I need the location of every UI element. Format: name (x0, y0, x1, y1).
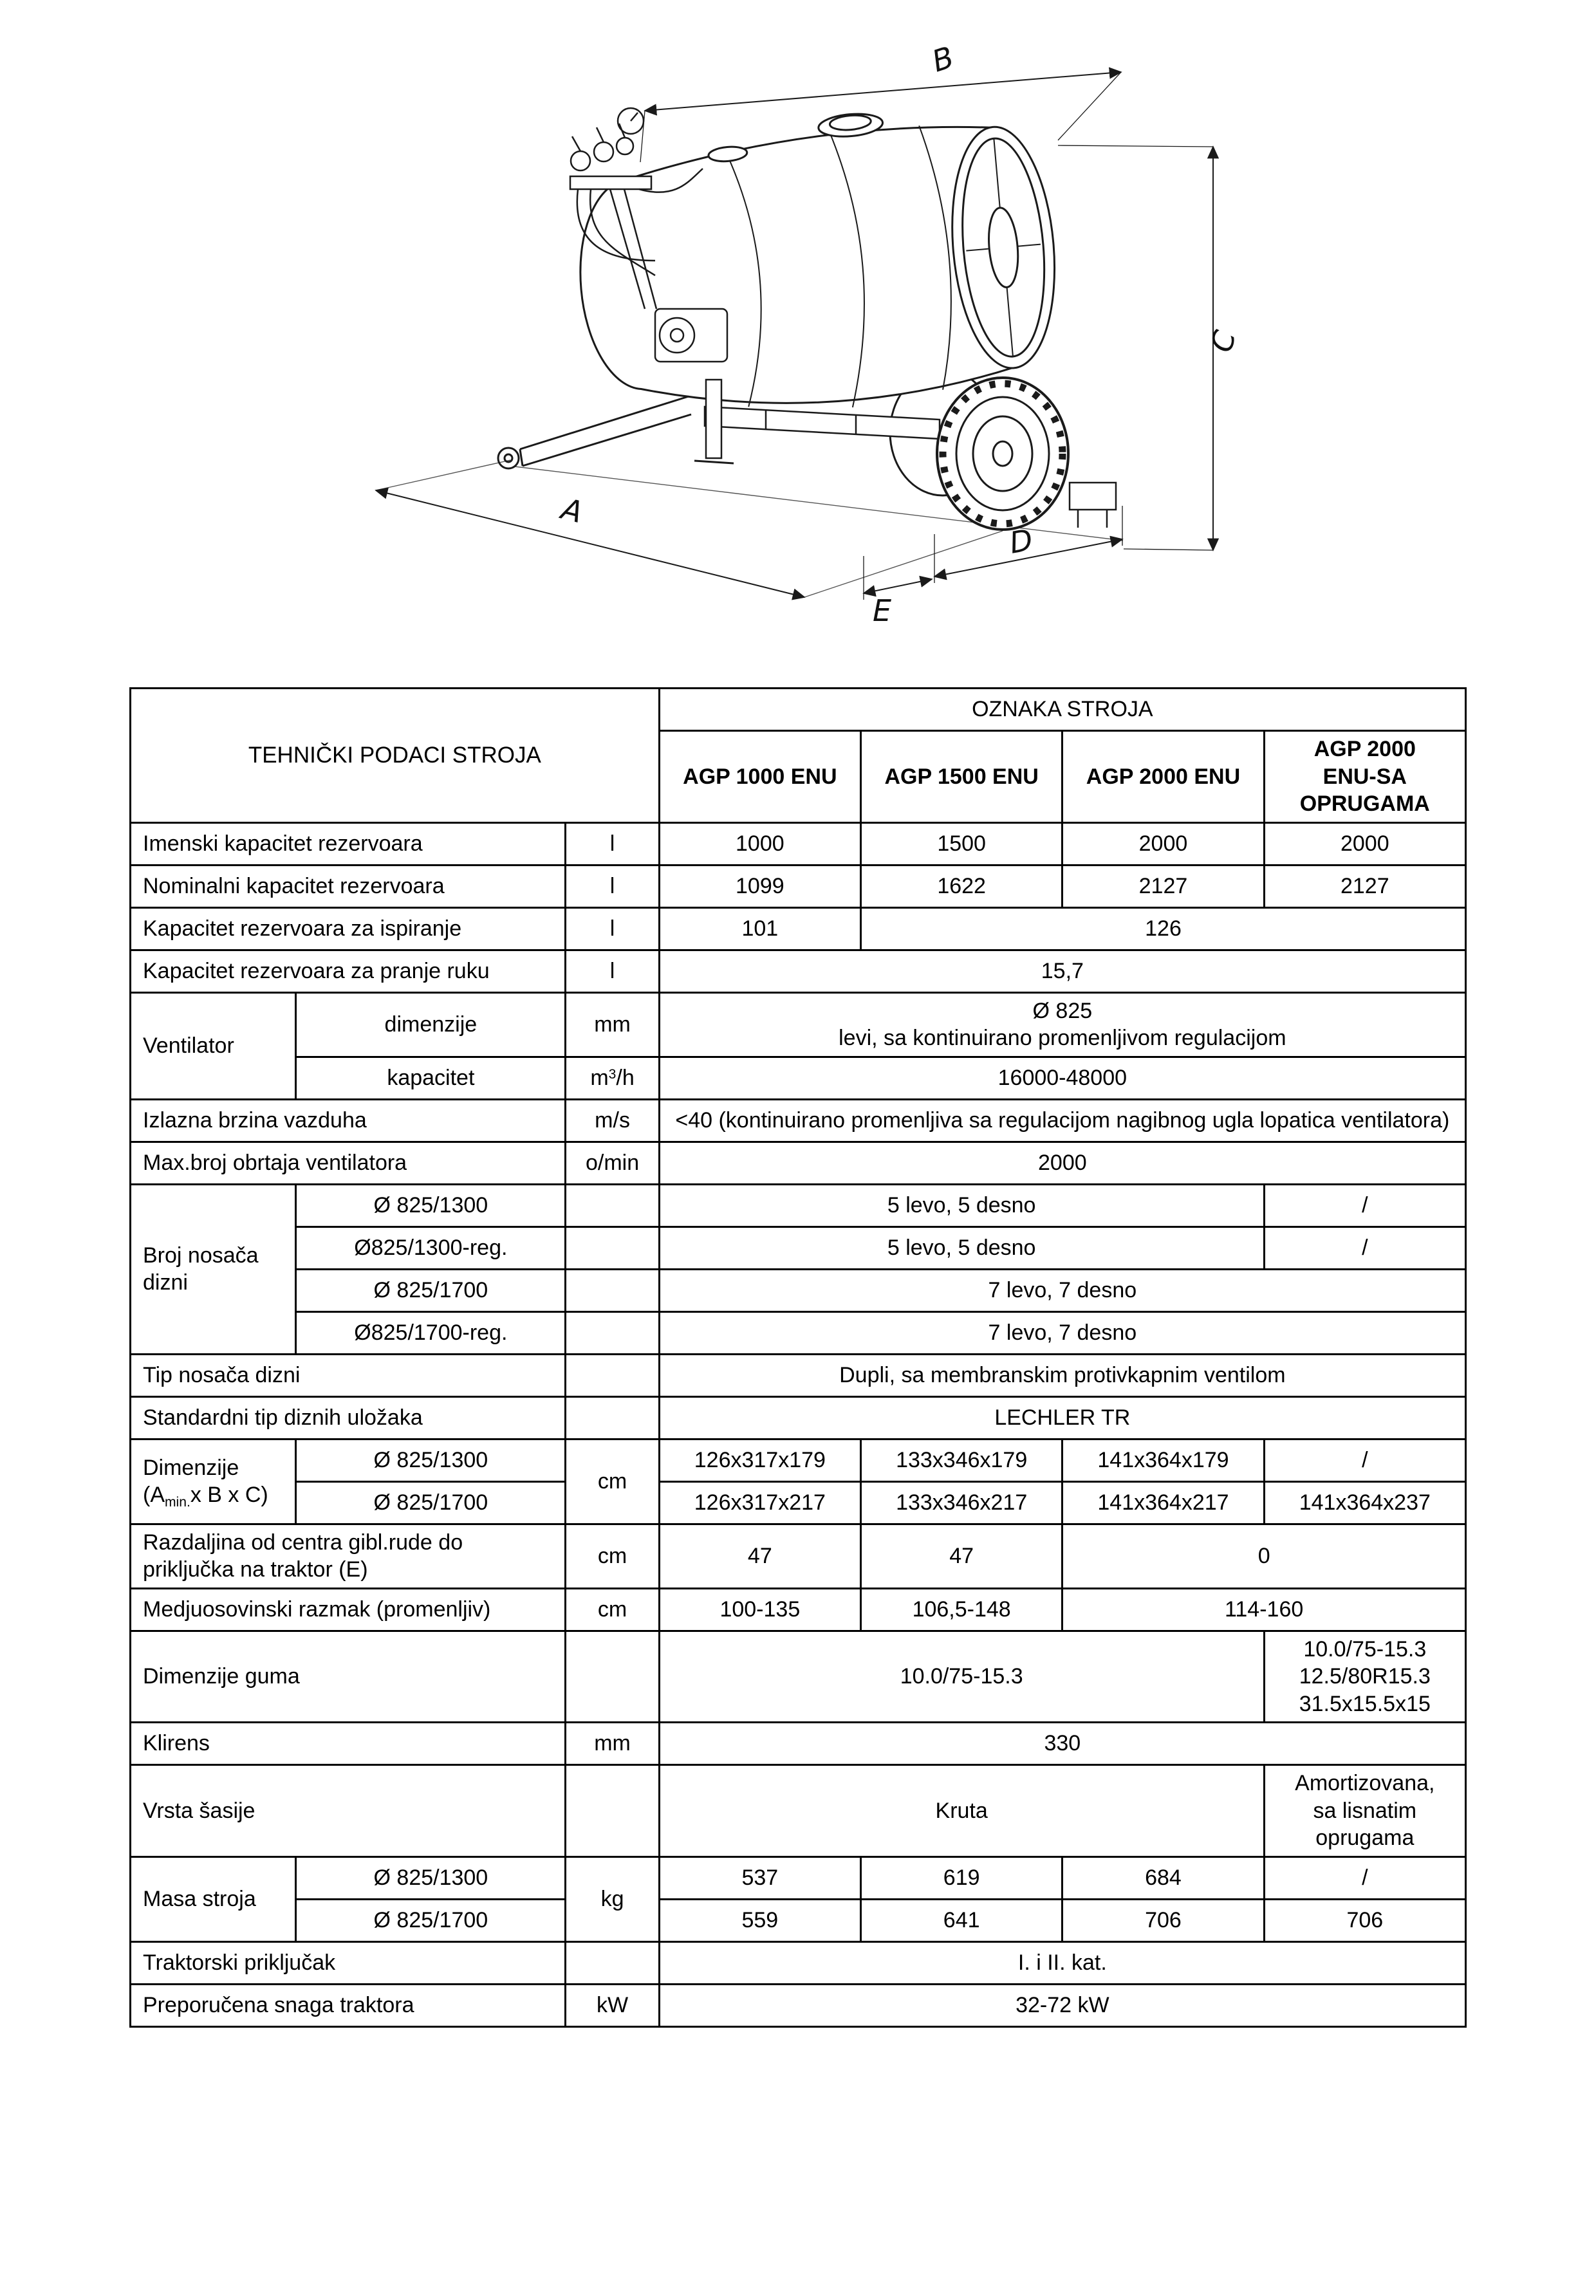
unit-cell (566, 1396, 659, 1439)
spec-table-wrap (129, 687, 1467, 2028)
unit-cell: cm (566, 1439, 659, 1524)
table-row (131, 1723, 1466, 1765)
value-cell: 330 (659, 1723, 1465, 1765)
value-cell: 141x364x179 (1062, 1439, 1264, 1481)
unit-cell (566, 1311, 659, 1354)
value-cell: 706 (1062, 1899, 1264, 1941)
unit-cell: $m^3/h$ (566, 1057, 659, 1099)
value-cell: 0 (1062, 1524, 1466, 1588)
value-cell: 141x364x237 (1264, 1481, 1465, 1524)
value-cell: I. i II. kat. (659, 1941, 1465, 1984)
value-cell: / (1264, 1184, 1465, 1227)
value-cell: 10.0/75-15.3 12.5/80R15.3 31.5x15.5x15 (1264, 1631, 1465, 1723)
row-label: Ventilator (131, 992, 296, 1099)
row-label: Masa stroja (131, 1856, 296, 1941)
value-cell: 133x346x179 (861, 1439, 1062, 1481)
unit-cell: o/min (566, 1142, 659, 1184)
table-row (131, 1984, 1466, 2026)
unit-cell: l (566, 822, 659, 865)
unit-cell (566, 1941, 659, 1984)
dimension-arrow-b (645, 72, 1121, 111)
value-cell: 7 levo, 7 desno (659, 1269, 1465, 1311)
value-cell: 1500 (861, 822, 1062, 865)
valve-knob (617, 138, 633, 154)
dimension-label-a: A (558, 491, 586, 530)
value-cell: 2000 (1264, 822, 1465, 865)
dimension-arrow-e (864, 579, 932, 593)
row-sublabel: Ø 825/1700 (296, 1269, 566, 1311)
value-cell: 641 (861, 1899, 1062, 1941)
row-label: Preporučena snaga traktora (131, 1984, 566, 2026)
value-cell: 101 (659, 907, 860, 950)
value-cell: 114-160 (1062, 1588, 1466, 1631)
dimension-label-d: D (1007, 522, 1035, 560)
row-label: Klirens (131, 1723, 566, 1765)
dimension-label-c: C (1203, 326, 1243, 356)
dimension-label-e: E (873, 593, 892, 628)
unit-cell: kg (566, 1856, 659, 1941)
value-cell: 126x317x179 (659, 1439, 860, 1481)
table-row (131, 689, 1466, 731)
valve-knob (594, 142, 613, 162)
unit-cell: mm (566, 1723, 659, 1765)
value-cell: 684 (1062, 1856, 1264, 1899)
table-row (131, 1227, 1466, 1269)
row-sublabel: Ø 825/1300 (296, 1184, 566, 1227)
unit-cell: l (566, 865, 659, 907)
drawbar (498, 396, 691, 468)
sprayer-line-drawing (354, 39, 1294, 637)
valve-knob (571, 151, 590, 171)
row-label: Razdaljina od centra gibl.rude do priključka na traktor (E) (131, 1524, 566, 1588)
table-row (131, 1631, 1466, 1723)
value-cell: 15,7 (659, 950, 1465, 992)
table-row (131, 1481, 1466, 1524)
table-row (131, 1396, 1466, 1439)
unit-cell (566, 1765, 659, 1857)
row-sublabel: Ø825/1300-reg. (296, 1227, 566, 1269)
value-cell: 133x346x217 (861, 1481, 1062, 1524)
value-cell: 537 (659, 1856, 860, 1899)
row-sublabel: kapacitet (296, 1057, 566, 1099)
row-label: Traktorski priključak (131, 1941, 566, 1984)
unit-cell (566, 1354, 659, 1396)
row-sublabel: Ø 825/1700 (296, 1481, 566, 1524)
value-cell: 126x317x217 (659, 1481, 860, 1524)
spec-table-body (131, 689, 1466, 2027)
value-cell: Ø 825 levi, sa kontinuirano promenljivom regulacijom (659, 992, 1465, 1057)
table-title: TEHNIČKI PODACI STROJA (131, 689, 660, 823)
value-cell: <40 (kontinuirano promenljiva sa regulacijom nagibnog ugla lopatica ventilatora) (659, 1099, 1465, 1142)
model-header: AGP 2000 ENU (1062, 731, 1264, 823)
unit-cell: l (566, 907, 659, 950)
table-row (131, 992, 1466, 1057)
value-cell: 5 levo, 5 desno (659, 1227, 1264, 1269)
table-row (131, 1142, 1466, 1184)
value-cell: 32-72 kW (659, 1984, 1465, 2026)
value-cell: 141x364x217 (1062, 1481, 1264, 1524)
dimension-arrow-a (376, 490, 804, 597)
spec-table (129, 687, 1467, 2028)
row-sublabel: dimenzije (296, 992, 566, 1057)
row-label: Tip nosača dizni (131, 1354, 566, 1396)
table-row (131, 1588, 1466, 1631)
table-row (131, 1311, 1466, 1354)
row-label: Standardni tip diznih uložaka (131, 1396, 566, 1439)
value-cell: 2000 (1062, 822, 1264, 865)
wheel (937, 378, 1068, 530)
row-sublabel: Ø 825/1300 (296, 1439, 566, 1481)
row-sublabel: Ø825/1700-reg. (296, 1311, 566, 1354)
value-cell: 619 (861, 1856, 1062, 1899)
value-cell: 47 (659, 1524, 860, 1588)
page (0, 39, 1596, 2296)
value-cell: / (1264, 1227, 1465, 1269)
row-label: Vrsta šasije (131, 1765, 566, 1857)
hitch-ring (498, 448, 519, 468)
unit-cell: kW (566, 1984, 659, 2026)
value-cell: 7 levo, 7 desno (659, 1311, 1465, 1354)
row-label: Nominalni kapacitet rezervoara (131, 865, 566, 907)
table-row (131, 1269, 1466, 1311)
row-label: Medjuosovinski razmak (promenljiv) (131, 1588, 566, 1631)
dimension-label-b: B (927, 39, 958, 79)
unit-cell (566, 1269, 659, 1311)
value-cell: 47 (861, 1524, 1062, 1588)
unit-cell (566, 1631, 659, 1723)
table-row (131, 1439, 1466, 1481)
unit-cell (566, 1227, 659, 1269)
unit-cell: cm (566, 1524, 659, 1588)
table-row (131, 1184, 1466, 1227)
value-cell: 1622 (861, 865, 1062, 907)
value-cell: Kruta (659, 1765, 1264, 1857)
table-row (131, 907, 1466, 950)
value-cell: / (1264, 1439, 1465, 1481)
value-cell: LECHLER TR (659, 1396, 1465, 1439)
table-row (131, 1057, 1466, 1099)
row-label: Kapacitet rezervoara za pranje ruku (131, 950, 566, 992)
value-cell: 706 (1264, 1899, 1465, 1941)
unit-cell: mm (566, 992, 659, 1057)
row-sublabel: Ø 825/1300 (296, 1856, 566, 1899)
unit-cell: m/s (566, 1099, 659, 1142)
table-row (131, 822, 1466, 865)
table-row (131, 1899, 1466, 1941)
row-label: Izlazna brzina vazduha (131, 1099, 566, 1142)
value-cell: 5 levo, 5 desno (659, 1184, 1264, 1227)
value-cell: Amortizovana, sa lisnatim oprugama (1264, 1765, 1465, 1857)
value-cell: 10.0/75-15.3 (659, 1631, 1264, 1723)
row-label: Broj nosača dizni (131, 1184, 296, 1354)
value-cell: 16000-48000 (659, 1057, 1465, 1099)
table-row (131, 950, 1466, 992)
unit-cell (566, 1184, 659, 1227)
row-label: Imenski kapacitet rezervoara (131, 822, 566, 865)
row-label: Kapacitet rezervoara za ispiranje (131, 907, 566, 950)
row-label: Max.broj obrtaja ventilatora (131, 1142, 566, 1184)
value-cell: 1000 (659, 822, 860, 865)
row-label: Dimenzije ($A_{min.}x$ B x C) (131, 1439, 296, 1524)
value-cell: 106,5-148 (861, 1588, 1062, 1631)
table-row (131, 1856, 1466, 1899)
table-row (131, 1941, 1466, 1984)
model-header: AGP 1000 ENU (659, 731, 860, 823)
models-group-title: OZNAKA STROJA (659, 689, 1465, 731)
value-cell: 100-135 (659, 1588, 860, 1631)
model-header: AGP 2000 ENU-SA OPRUGAMA (1264, 731, 1465, 823)
value-cell: 2127 (1264, 865, 1465, 907)
row-sublabel: Ø 825/1700 (296, 1899, 566, 1941)
unit-cell: l (566, 950, 659, 992)
rear-step (1070, 483, 1116, 528)
value-cell: 1099 (659, 865, 860, 907)
value-cell: 126 (861, 907, 1466, 950)
technical-drawing (354, 39, 1294, 637)
table-row (131, 865, 1466, 907)
table-row (131, 1765, 1466, 1857)
row-label: Dimenzije guma (131, 1631, 566, 1723)
value-cell: 2000 (659, 1142, 1465, 1184)
value-cell: 559 (659, 1899, 860, 1941)
value-cell: Dupli, sa membranskim protivkapnim ventilom (659, 1354, 1465, 1396)
table-row (131, 1099, 1466, 1142)
table-row (131, 1524, 1466, 1588)
model-header: AGP 1500 ENU (861, 731, 1062, 823)
value-cell: 2127 (1062, 865, 1264, 907)
unit-cell: cm (566, 1588, 659, 1631)
table-row (131, 1354, 1466, 1396)
value-cell: / (1264, 1856, 1465, 1899)
